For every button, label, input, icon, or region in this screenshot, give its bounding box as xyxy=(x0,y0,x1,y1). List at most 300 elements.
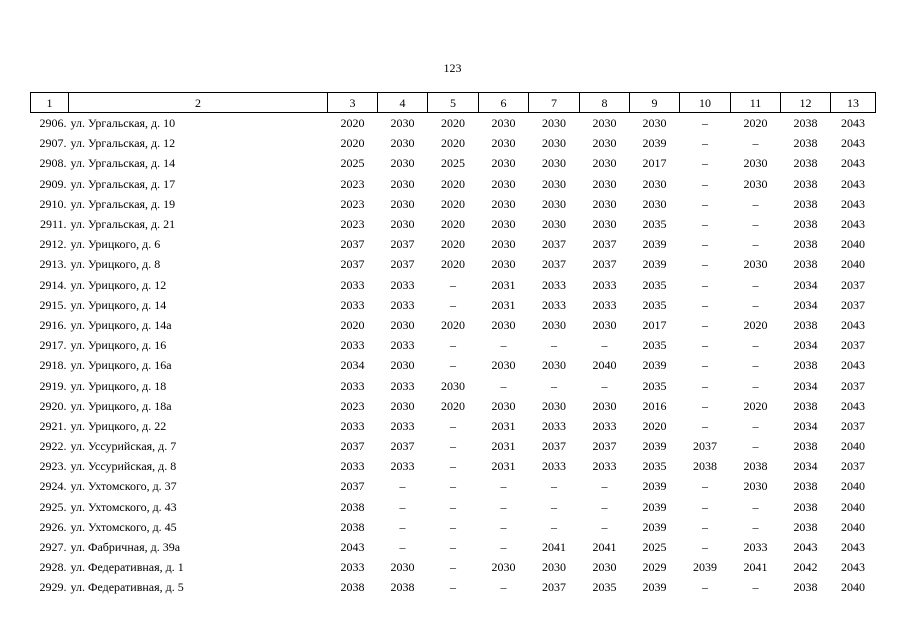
year-cell: 2030 xyxy=(441,378,465,393)
year-cell: 2020 xyxy=(743,398,768,413)
table-row xyxy=(31,194,876,214)
year-cell: – xyxy=(500,519,507,534)
year-cell: 2035 xyxy=(642,217,667,232)
year-cell: 2043 xyxy=(841,116,865,131)
row-number-cell: 2923. xyxy=(39,459,67,474)
year-cell: 2030 xyxy=(642,196,667,211)
year-cell: 2042 xyxy=(793,560,818,575)
year-cell: 2037 xyxy=(841,459,865,474)
year-cell: 2038 xyxy=(693,459,717,474)
year-cell: – xyxy=(601,378,608,393)
address-cell: ул. Урицкого, д. 12 xyxy=(70,277,167,292)
year-cell: – xyxy=(702,237,708,252)
table-row xyxy=(31,275,876,295)
year-cell: – xyxy=(601,338,608,353)
year-cell: – xyxy=(752,580,759,595)
year-cell: 2038 xyxy=(793,176,818,191)
year-cell: 2037 xyxy=(841,378,865,393)
year-cell: 2037 xyxy=(390,439,415,454)
column-header-12: 12 xyxy=(781,93,831,113)
year-cell: – xyxy=(500,338,507,353)
year-cell: 2030 xyxy=(390,217,415,232)
year-cell: 2029 xyxy=(642,560,667,575)
year-cell: 2040 xyxy=(841,519,865,534)
year-cell: 2030 xyxy=(592,156,617,171)
year-cell: 2038 xyxy=(793,156,818,171)
year-cell: – xyxy=(450,418,456,433)
address-cell: ул. Ургальская, д. 14 xyxy=(70,156,176,171)
year-cell: 2037 xyxy=(592,439,617,454)
address-cell: ул. Урицкого, д. 6 xyxy=(70,237,161,252)
table-row xyxy=(31,375,876,395)
table-row xyxy=(31,517,876,537)
year-cell: 2030 xyxy=(491,156,516,171)
year-cell: 2030 xyxy=(592,560,617,575)
year-cell: – xyxy=(450,358,456,373)
year-cell: – xyxy=(752,499,759,514)
year-cell: 2043 xyxy=(841,540,865,555)
year-cell: – xyxy=(702,217,708,232)
year-cell: 2017 xyxy=(642,317,667,332)
year-cell: 2040 xyxy=(592,358,617,373)
year-cell: 2034 xyxy=(793,338,818,353)
year-cell: – xyxy=(450,459,456,474)
row-number-cell: 2906. xyxy=(39,116,67,131)
year-cell: 2031 xyxy=(491,297,516,312)
row-number-cell: 2907. xyxy=(39,136,67,151)
year-cell: – xyxy=(450,439,456,454)
address-cell: ул. Ургальская, д. 19 xyxy=(70,196,176,211)
year-cell: 2037 xyxy=(542,580,566,595)
column-header-1: 1 xyxy=(31,93,69,113)
table-row xyxy=(31,214,876,234)
year-cell: 2039 xyxy=(642,580,667,595)
year-cell: 2035 xyxy=(642,338,667,353)
year-cell: 2033 xyxy=(592,297,617,312)
year-cell: 2030 xyxy=(542,156,566,171)
table-header-row xyxy=(31,93,876,113)
year-cell: 2039 xyxy=(642,479,667,494)
year-cell: 2037 xyxy=(592,237,617,252)
row-number-cell: 2922. xyxy=(39,439,67,454)
year-cell: – xyxy=(500,479,507,494)
year-cell: 2030 xyxy=(390,136,415,151)
year-cell: 2030 xyxy=(542,176,566,191)
year-cell: – xyxy=(399,479,406,494)
column-header-3: 3 xyxy=(328,93,378,113)
year-cell: 2030 xyxy=(592,116,617,131)
address-cell: ул. Федеративная, д. 1 xyxy=(70,560,184,575)
address-cell: ул. Урицкого, д. 16а xyxy=(70,358,172,373)
year-cell: 2030 xyxy=(542,560,566,575)
year-cell: – xyxy=(752,237,759,252)
year-cell: 2020 xyxy=(340,136,365,151)
year-cell: 2030 xyxy=(592,217,617,232)
year-cell: – xyxy=(601,479,608,494)
year-cell: 2034 xyxy=(793,378,818,393)
address-cell: ул. Урицкого, д. 16 xyxy=(70,338,167,353)
year-cell: 2030 xyxy=(592,136,617,151)
row-number-cell: 2924. xyxy=(39,479,67,494)
year-cell: – xyxy=(450,277,456,292)
year-cell: – xyxy=(702,338,708,353)
table-row xyxy=(31,537,876,557)
year-cell: 2033 xyxy=(542,459,566,474)
year-cell: 2038 xyxy=(793,580,818,595)
year-cell: 2033 xyxy=(390,378,415,393)
year-cell: 2038 xyxy=(793,317,818,332)
row-number-cell: 2908. xyxy=(39,156,67,171)
row-number-cell: 2928. xyxy=(39,560,67,575)
table-row xyxy=(31,355,876,375)
year-cell: – xyxy=(399,519,406,534)
row-number-cell: 2911. xyxy=(39,217,67,232)
year-cell: 2039 xyxy=(642,358,667,373)
address-cell: ул. Урицкого, д. 8 xyxy=(70,257,161,272)
year-cell: 2043 xyxy=(841,176,865,191)
year-cell: 2039 xyxy=(642,136,667,151)
year-cell: 2033 xyxy=(340,459,365,474)
year-cell: 2037 xyxy=(592,257,617,272)
year-cell: 2030 xyxy=(390,358,415,373)
building-schedule-table xyxy=(30,92,876,598)
year-cell: 2041 xyxy=(743,560,768,575)
year-cell: – xyxy=(702,277,708,292)
year-cell: 2037 xyxy=(390,257,415,272)
year-cell: 2038 xyxy=(793,519,818,534)
year-cell: 2038 xyxy=(793,358,818,373)
year-cell: 2043 xyxy=(841,217,865,232)
year-cell: 2038 xyxy=(793,398,818,413)
year-cell: 2020 xyxy=(441,136,465,151)
year-cell: 2030 xyxy=(592,176,617,191)
year-cell: – xyxy=(601,519,608,534)
year-cell: 2020 xyxy=(743,317,768,332)
year-cell: – xyxy=(450,499,456,514)
year-cell: – xyxy=(752,196,759,211)
year-cell: 2038 xyxy=(793,196,818,211)
year-cell: 2043 xyxy=(841,317,865,332)
table-row xyxy=(31,174,876,194)
year-cell: 2030 xyxy=(390,116,415,131)
year-cell: 2030 xyxy=(491,398,516,413)
year-cell: – xyxy=(702,136,708,151)
column-header-6: 6 xyxy=(479,93,529,113)
year-cell: 2039 xyxy=(642,257,667,272)
year-cell: – xyxy=(450,540,456,555)
year-cell: – xyxy=(752,519,759,534)
year-cell: – xyxy=(500,540,507,555)
year-cell: 2033 xyxy=(743,540,768,555)
year-cell: – xyxy=(551,479,557,494)
year-cell: 2037 xyxy=(340,257,365,272)
year-cell: 2034 xyxy=(793,459,818,474)
year-cell: 2031 xyxy=(491,277,516,292)
address-cell: ул. Ургальская, д. 21 xyxy=(70,217,176,232)
year-cell: 2043 xyxy=(841,398,865,413)
table-row xyxy=(31,315,876,335)
year-cell: 2031 xyxy=(491,459,516,474)
year-cell: 2043 xyxy=(841,156,865,171)
row-number-cell: 2925. xyxy=(39,499,67,514)
year-cell: 2030 xyxy=(491,176,516,191)
year-cell: – xyxy=(450,560,456,575)
year-cell: 2038 xyxy=(340,580,365,595)
year-cell: 2033 xyxy=(340,418,365,433)
year-cell: 2020 xyxy=(743,116,768,131)
row-number-cell: 2929. xyxy=(39,580,67,595)
year-cell: 2030 xyxy=(542,116,566,131)
year-cell: 2030 xyxy=(542,136,566,151)
year-cell: 2030 xyxy=(491,257,516,272)
year-cell: – xyxy=(752,136,759,151)
row-number-cell: 2927. xyxy=(39,540,67,555)
year-cell: 2030 xyxy=(390,156,415,171)
year-cell: – xyxy=(702,317,708,332)
year-cell: 2030 xyxy=(390,196,415,211)
year-cell: 2030 xyxy=(592,317,617,332)
year-cell: 2038 xyxy=(793,439,818,454)
table-row xyxy=(31,254,876,274)
row-number-cell: 2915. xyxy=(39,297,67,312)
year-cell: – xyxy=(500,378,507,393)
year-cell: 2037 xyxy=(542,439,566,454)
address-cell: ул. Урицкого, д. 18а xyxy=(70,398,172,413)
year-cell: – xyxy=(500,499,507,514)
year-cell: 2030 xyxy=(743,257,768,272)
year-cell: 2020 xyxy=(441,217,465,232)
table-row xyxy=(31,577,876,597)
row-number-cell: 2926. xyxy=(39,519,67,534)
year-cell: 2037 xyxy=(390,237,415,252)
year-cell: 2034 xyxy=(793,418,818,433)
year-cell: 2035 xyxy=(642,459,667,474)
year-cell: 2043 xyxy=(841,196,865,211)
year-cell: 2033 xyxy=(542,297,566,312)
year-cell: – xyxy=(752,418,759,433)
year-cell: – xyxy=(702,418,708,433)
table-row xyxy=(31,416,876,436)
table-row xyxy=(31,497,876,517)
year-cell: 2030 xyxy=(592,196,617,211)
year-cell: 2030 xyxy=(491,358,516,373)
year-cell: 2030 xyxy=(390,176,415,191)
year-cell: – xyxy=(702,519,708,534)
year-cell: 2030 xyxy=(491,217,516,232)
row-number-cell: 2913. xyxy=(39,257,67,272)
year-cell: – xyxy=(450,479,456,494)
year-cell: – xyxy=(702,358,708,373)
year-cell: 2037 xyxy=(841,338,865,353)
year-cell: – xyxy=(752,217,759,232)
year-cell: 2030 xyxy=(542,398,566,413)
year-cell: 2033 xyxy=(592,459,617,474)
year-cell: 2030 xyxy=(743,176,768,191)
year-cell: 2030 xyxy=(592,398,617,413)
year-cell: 2030 xyxy=(491,196,516,211)
address-cell: ул. Урицкого, д. 14 xyxy=(70,297,167,312)
table-row xyxy=(31,153,876,173)
year-cell: 2030 xyxy=(542,196,566,211)
column-header-13: 13 xyxy=(831,93,876,113)
year-cell: – xyxy=(752,277,759,292)
table-row xyxy=(31,396,876,416)
year-cell: 2037 xyxy=(542,257,566,272)
year-cell: 2043 xyxy=(841,560,865,575)
year-cell: 2033 xyxy=(340,378,365,393)
table-row xyxy=(31,557,876,577)
row-number-cell: 2917. xyxy=(39,338,67,353)
year-cell: 2030 xyxy=(542,317,566,332)
year-cell: 2040 xyxy=(841,580,865,595)
year-cell: 2016 xyxy=(642,398,667,413)
year-cell: – xyxy=(752,378,759,393)
address-cell: ул. Ургальская, д. 17 xyxy=(70,176,176,191)
row-number-cell: 2914. xyxy=(39,277,67,292)
year-cell: 2038 xyxy=(743,459,768,474)
year-cell: 2020 xyxy=(441,176,465,191)
year-cell: 2034 xyxy=(793,297,818,312)
year-cell: 2038 xyxy=(340,499,365,514)
year-cell: – xyxy=(551,499,557,514)
year-cell: 2020 xyxy=(441,237,465,252)
column-header-10: 10 xyxy=(680,93,731,113)
year-cell: 2030 xyxy=(390,560,415,575)
year-cell: 2038 xyxy=(793,136,818,151)
row-number-cell: 2919. xyxy=(39,378,67,393)
row-number-cell: 2916. xyxy=(39,317,67,332)
column-header-9: 9 xyxy=(630,93,680,113)
year-cell: – xyxy=(752,358,759,373)
year-cell: 2033 xyxy=(390,338,415,353)
table-row xyxy=(31,295,876,315)
year-cell: 2020 xyxy=(441,257,465,272)
year-cell: – xyxy=(601,499,608,514)
year-cell: – xyxy=(702,398,708,413)
address-cell: ул. Ухтомского, д. 37 xyxy=(70,479,177,494)
year-cell: 2033 xyxy=(390,297,415,312)
year-cell: 2037 xyxy=(841,277,865,292)
year-cell: 2034 xyxy=(793,277,818,292)
year-cell: – xyxy=(702,176,708,191)
table-row xyxy=(31,234,876,254)
address-cell: ул. Урицкого, д. 22 xyxy=(70,418,167,433)
year-cell: 2043 xyxy=(340,540,365,555)
year-cell: – xyxy=(702,116,708,131)
year-cell: 2030 xyxy=(491,116,516,131)
table-row xyxy=(31,335,876,355)
year-cell: 2030 xyxy=(491,317,516,332)
year-cell: 2038 xyxy=(793,479,818,494)
year-cell: 2039 xyxy=(642,499,667,514)
year-cell: – xyxy=(702,499,708,514)
column-header-11: 11 xyxy=(731,93,781,113)
year-cell: 2033 xyxy=(340,338,365,353)
year-cell: 2030 xyxy=(390,317,415,332)
year-cell: 2043 xyxy=(841,358,865,373)
column-header-5: 5 xyxy=(428,93,479,113)
year-cell: – xyxy=(752,297,759,312)
year-cell: 2037 xyxy=(841,418,865,433)
year-cell: 2033 xyxy=(542,418,566,433)
address-cell: ул. Ухтомского, д. 45 xyxy=(70,519,177,534)
address-cell: ул. Уссурийская, д. 8 xyxy=(70,459,177,474)
year-cell: – xyxy=(551,338,557,353)
year-cell: 2033 xyxy=(542,277,566,292)
year-cell: – xyxy=(702,540,708,555)
year-cell: 2030 xyxy=(491,560,516,575)
page-number: 123 xyxy=(443,61,462,75)
year-cell: 2033 xyxy=(592,277,617,292)
year-cell: – xyxy=(551,519,557,534)
year-cell: 2030 xyxy=(491,237,516,252)
year-cell: 2023 xyxy=(340,398,365,413)
year-cell: 2030 xyxy=(390,398,415,413)
year-cell: 2038 xyxy=(793,116,818,131)
year-cell: 2035 xyxy=(592,580,617,595)
year-cell: 2037 xyxy=(340,479,365,494)
year-cell: 2025 xyxy=(340,156,365,171)
row-number-cell: 2909. xyxy=(39,176,67,191)
year-cell: 2040 xyxy=(841,479,865,494)
year-cell: 2043 xyxy=(841,136,865,151)
year-cell: 2040 xyxy=(841,237,865,252)
year-cell: 2038 xyxy=(793,499,818,514)
year-cell: 2030 xyxy=(491,136,516,151)
year-cell: 2037 xyxy=(340,237,365,252)
column-header-2: 2 xyxy=(69,93,328,113)
year-cell: – xyxy=(450,519,456,534)
year-cell: 2030 xyxy=(542,217,566,232)
year-cell: – xyxy=(702,378,708,393)
address-cell: ул. Урицкого, д. 18 xyxy=(70,378,167,393)
year-cell: 2038 xyxy=(793,257,818,272)
row-number-cell: 2918. xyxy=(39,358,67,373)
year-cell: 2030 xyxy=(542,358,566,373)
year-cell: 2031 xyxy=(491,418,516,433)
year-cell: – xyxy=(752,439,759,454)
table-row xyxy=(31,113,876,134)
year-cell: 2037 xyxy=(841,297,865,312)
year-cell: 2040 xyxy=(841,439,865,454)
year-cell: – xyxy=(702,196,708,211)
year-cell: 2025 xyxy=(642,540,667,555)
year-cell: – xyxy=(450,338,456,353)
year-cell: 2040 xyxy=(841,257,865,272)
year-cell: – xyxy=(752,338,759,353)
year-cell: – xyxy=(500,580,507,595)
year-cell: 2030 xyxy=(743,479,768,494)
year-cell: 2020 xyxy=(441,116,465,131)
year-cell: 2039 xyxy=(693,560,717,575)
table-row xyxy=(31,436,876,456)
year-cell: 2039 xyxy=(642,519,667,534)
year-cell: 2039 xyxy=(642,237,667,252)
year-cell: – xyxy=(450,580,456,595)
column-header-4: 4 xyxy=(378,93,428,113)
year-cell: 2033 xyxy=(390,418,415,433)
year-cell: 2038 xyxy=(390,580,415,595)
year-cell: 2023 xyxy=(340,196,365,211)
year-cell: – xyxy=(399,499,406,514)
year-cell: – xyxy=(399,540,406,555)
year-cell: – xyxy=(702,156,708,171)
table-row xyxy=(31,456,876,476)
row-number-cell: 2910. xyxy=(39,196,67,211)
table-row xyxy=(31,476,876,496)
year-cell: 2020 xyxy=(441,196,465,211)
address-cell: ул. Ургальская, д. 10 xyxy=(70,116,176,131)
